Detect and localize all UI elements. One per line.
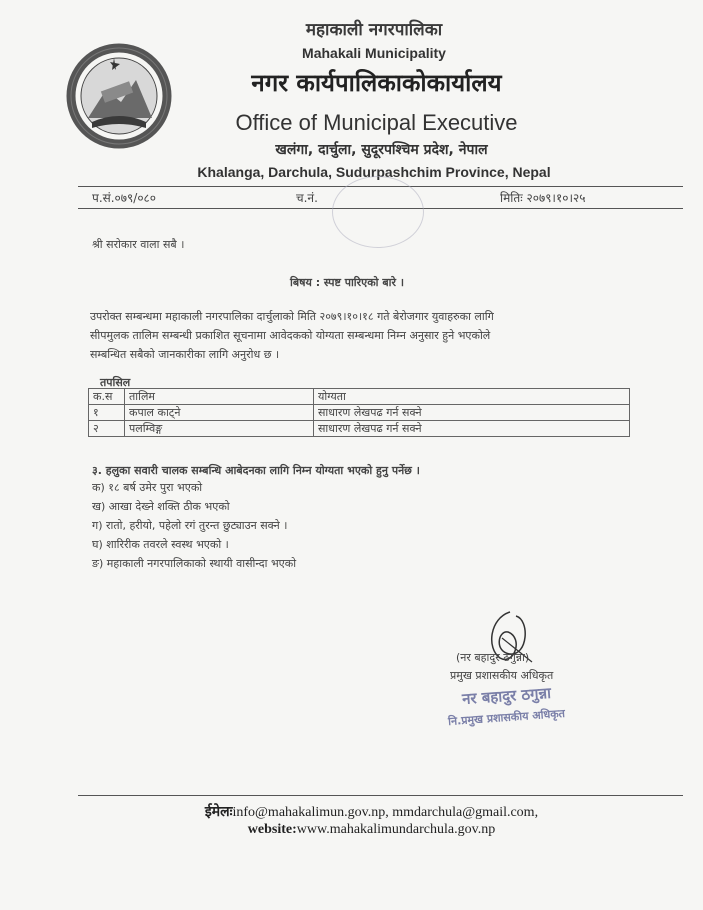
email-label: ईमेलः <box>204 805 233 820</box>
body-line: सीपमुलक तालिम सम्बन्धी प्रकाशित सूचनामा आवेदकको योग्यता सम्बन्धमा निम्न अनुसार हुने भएकोले <box>90 329 491 342</box>
signatory-title: प्रमुख प्रशासकीय अधिकृत <box>450 669 554 682</box>
table-caption: तपसिल <box>100 376 131 389</box>
letter-date: मितिः २०७९।१०।२५ <box>500 191 586 205</box>
table-cell: कपाल काट्ने <box>125 405 314 421</box>
list-item: क) १८ बर्ष उमेर पुरा भएको <box>92 481 203 494</box>
body-line: उपरोक्त सम्बन्धमा महाकाली नगरपालिका दार्चुलाको मिति २०७९।१०।१८ गते बेरोजगार युवाहरुका लागि <box>90 310 494 323</box>
list-item: ग) रातो, हरीयो, पहेलो रगं तुरन्त छुट्याउन सक्ने । <box>92 519 288 532</box>
list-item: घ) शारिरीक तवरले स्वस्थ भएको । <box>92 538 229 551</box>
table-cell: साधारण लेखपढ गर्न सक्ने <box>314 405 630 421</box>
office-name-english: Office of Municipal Executive <box>235 110 518 135</box>
training-qualification-table <box>88 388 630 437</box>
municipality-name-english: Mahakali Municipality <box>302 45 446 61</box>
email-value: info@mahakalimun.gov.np, mmdarchula@gmail.com, <box>232 805 539 820</box>
dispatch-number: च.नं. <box>296 191 318 205</box>
table-cell: १ <box>89 405 125 421</box>
reference-number: प.सं.०७९/०८० <box>92 191 157 205</box>
body-line: सम्बन्धित सबैको जानकारीका लागि अनुरोध छ । <box>90 348 280 361</box>
letter-body <box>90 307 680 364</box>
header-cell-qualification: योग्यता <box>314 389 630 405</box>
municipality-name-nepali: महाकाली नगरपालिका <box>305 20 443 40</box>
table-cell: साधारण लेखपढ गर्न सक्ने <box>314 421 630 437</box>
table-row <box>89 421 630 437</box>
table-cell: २ <box>89 421 125 437</box>
office-stamp <box>332 176 424 248</box>
table-row <box>89 405 630 421</box>
website-label: website: <box>247 822 297 837</box>
footer-divider <box>78 795 683 796</box>
list-item: ख) आखा देख्ने शक्ति ठीक भएको <box>92 500 230 513</box>
section3-heading: ३. हलुका सवारी चालक सम्बन्धि आबेदनका लागि निम्न योग्यता भएको हुनु पर्नेछ । <box>92 464 420 477</box>
header-cell-serial: क.स <box>89 389 125 405</box>
list-item: ङ) महाकाली नगरपालिकाको स्थायी वासीन्दा भएको <box>92 557 297 570</box>
address-nepali: खलंगा, दार्चुला, सुदूरपश्चिम प्रदेश, नेपाल <box>275 142 488 158</box>
subject-line: बिषय : स्पष्ट पारिएको बारे । <box>290 276 404 289</box>
name-stamp: नर बहादुर ठगुन्ना <box>461 683 552 709</box>
signatory-name: (नर बहादुर ठगुन्ना) <box>456 651 530 664</box>
website-value: www.mahakalimundarchula.gov.np <box>296 822 496 837</box>
footer-email <box>0 802 703 821</box>
addressee: श्री सरोकार वाला सबै । <box>92 238 185 251</box>
table-cell: पलम्विङ्ग <box>125 421 314 437</box>
address-english: Khalanga, Darchula, Sudurpashchim Province, Nepal <box>197 164 551 180</box>
table-header-row <box>89 389 630 405</box>
section3-list <box>92 478 296 573</box>
office-name-nepali: नगर कार्यपालिकाकोकार्यालय <box>251 69 502 97</box>
header-cell-training: तालिम <box>125 389 314 405</box>
footer-website <box>0 822 703 838</box>
title-stamp: नि.प्रमुख प्रशासकीय अधिकृत <box>447 706 566 729</box>
